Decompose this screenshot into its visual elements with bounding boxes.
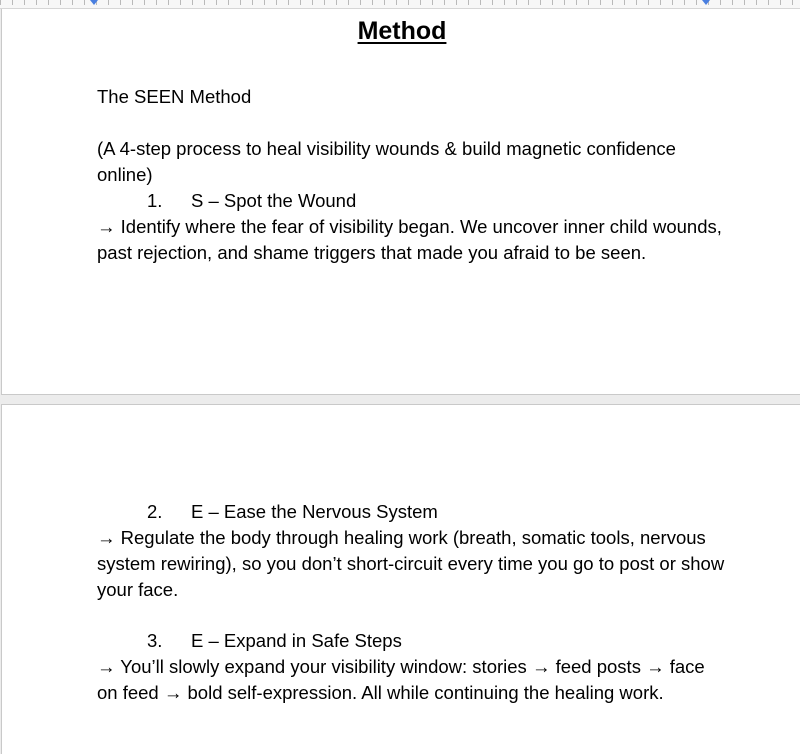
step-1-heading xyxy=(147,188,356,214)
document-page-1[interactable] xyxy=(1,0,800,395)
step-1-body: → Identify where the fear of visibility began. We uncover inner child wounds, past rejection, and shame triggers that made you afraid to be seen. xyxy=(97,216,722,263)
step-3-body: → You’ll slowly expand your visibility window: stories → feed posts → face on feed → bold self-expression. All while continuing the healing work. xyxy=(97,656,705,703)
step-2-number: 2. xyxy=(147,501,163,522)
step-2-title: E – Ease the Nervous System xyxy=(191,501,438,522)
step-1-title: S – Spot the Wound xyxy=(191,190,357,211)
horizontal-ruler[interactable] xyxy=(0,0,800,9)
step-2-body: → Regulate the body through healing work (breath, somatic tools, nervous system rewiring), so you don’t short-circuit every time you go to post or show your face. xyxy=(97,527,725,600)
document-page-2[interactable] xyxy=(1,404,800,754)
method-name: The SEEN Method xyxy=(97,86,252,107)
step-3-heading xyxy=(147,628,402,654)
step-3-number: 3. xyxy=(147,630,163,651)
step-2-heading xyxy=(147,499,438,525)
step-3-title: E – Expand in Safe Steps xyxy=(191,630,402,651)
method-intro: (A 4-step process to heal visibility wounds & build magnetic confidence online) xyxy=(97,138,676,185)
step-1-number: 1. xyxy=(147,190,163,211)
right-indent-marker-icon[interactable] xyxy=(702,0,710,5)
document-title: Method xyxy=(357,17,447,45)
left-indent-marker-icon[interactable] xyxy=(90,0,98,5)
